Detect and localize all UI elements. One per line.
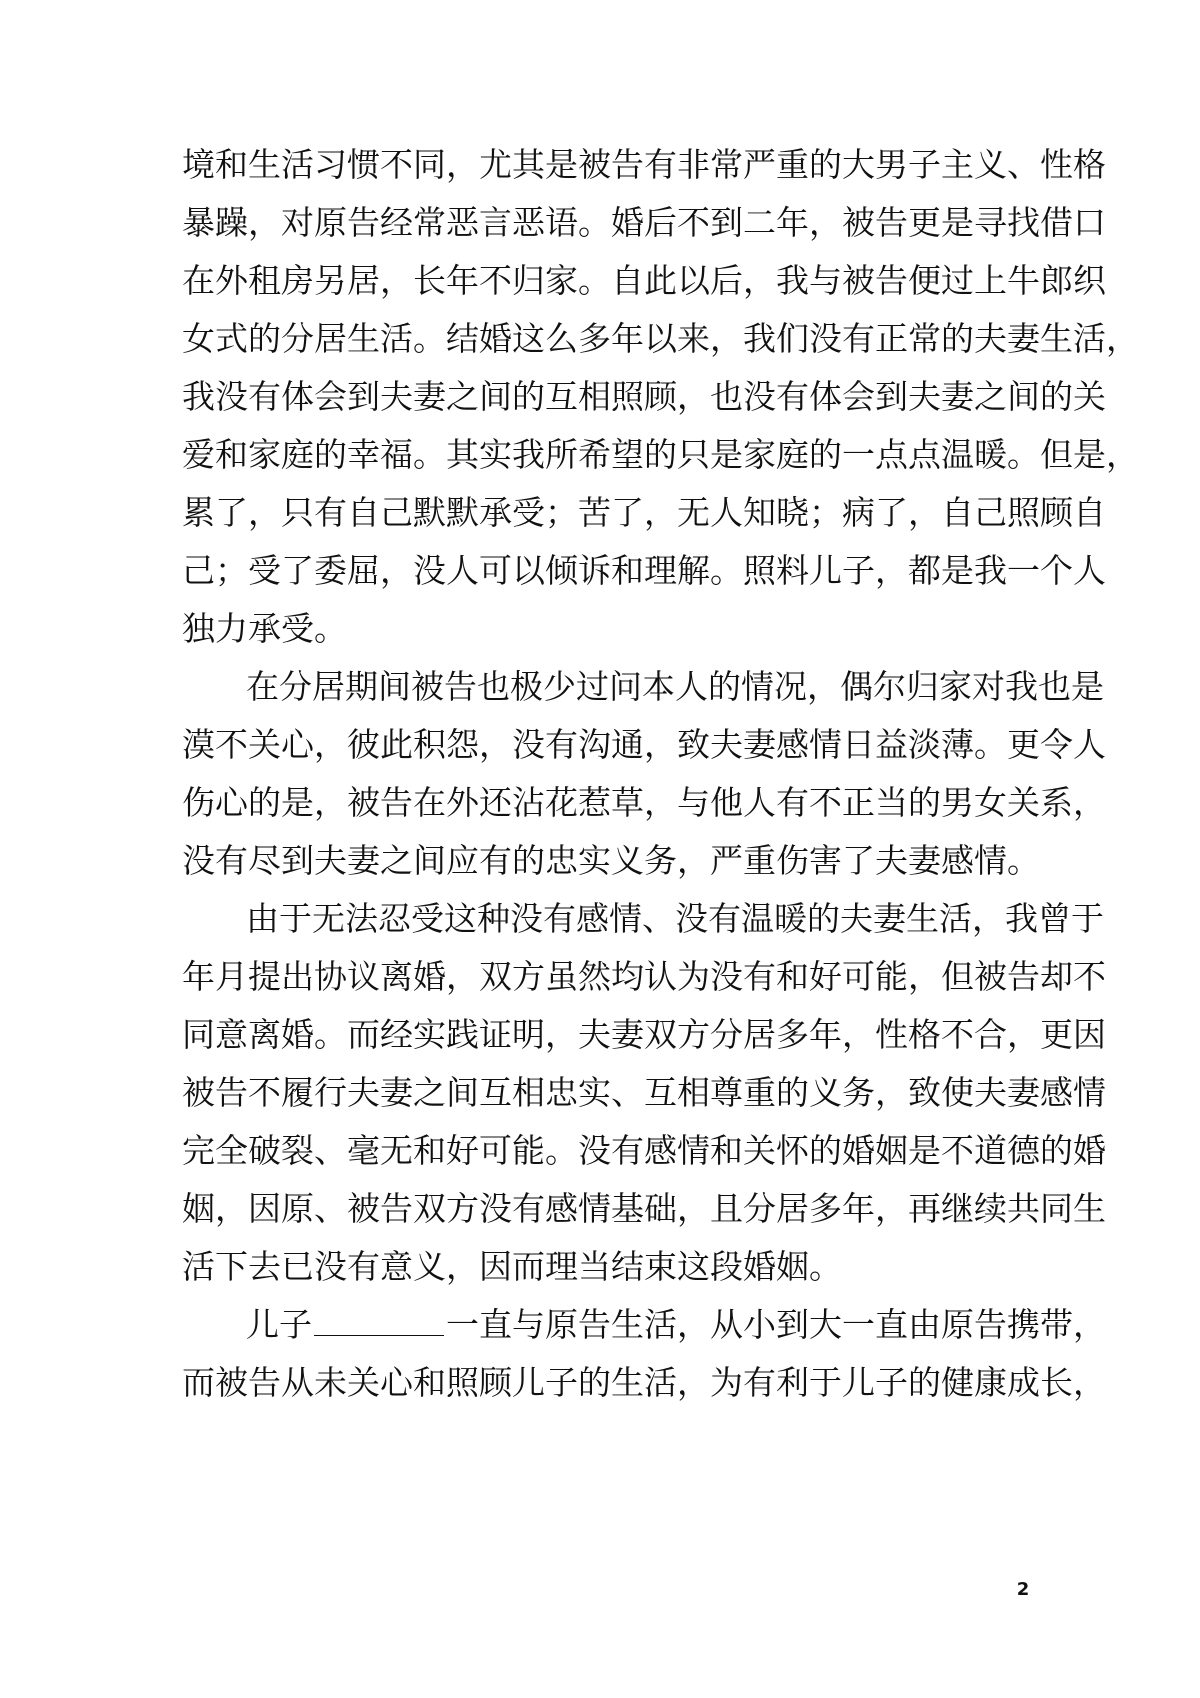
text-line: 漠不关心，彼此积怨，没有沟通，致夫妻感情日益淡薄。更令人 — [182, 725, 1106, 764]
text-line: 同意离婚。而经实践证明，夫妻双方分居多年，性格不合，更因 — [182, 1015, 1106, 1054]
name-blank — [314, 1305, 444, 1336]
paragraph-first-line: 在分居期间被告也极少过问本人的情况，偶尔归家对我也是 — [246, 667, 1104, 706]
text-line: 独力承受。 — [182, 609, 347, 648]
paragraph-first-line: 由于无法忍受这种没有感情、没有温暖的夫妻生活，我曾于 — [246, 899, 1104, 938]
text-line: 完全破裂、毫无和好可能。没有感情和关怀的婚姻是不道德的婚 — [182, 1131, 1106, 1170]
text-line: 我没有体会到夫妻之间的互相照顾，也没有体会到夫妻之间的关 — [182, 377, 1106, 416]
text-line: 伤心的是，被告在外还沾花惹草，与他人有不正当的男女关系， — [182, 783, 1106, 822]
text-line: 暴躁，对原告经常恶言恶语。婚后不到二年，被告更是寻找借口 — [182, 203, 1106, 242]
text-line: 境和生活习惯不同，尤其是被告有非常严重的大男子主义、性格 — [182, 145, 1106, 184]
text-line: 累了，只有自己默默承受；苦了，无人知晓；病了，自己照顾自 — [182, 493, 1106, 532]
son-line-start: 儿子 — [246, 1305, 312, 1344]
text-line: 年月提出协议离婚，双方虽然均认为没有和好可能，但被告却不 — [182, 957, 1106, 996]
page-number: 2 — [1016, 1579, 1030, 1600]
text-line: 活下去已没有意义，因而理当结束这段婚姻。 — [182, 1247, 842, 1286]
son-line-end: 一直与原告生活，从小到大一直由原告携带， — [446, 1305, 1106, 1344]
text-line: 姻，因原、被告双方没有感情基础，且分居多年，再继续共同生 — [182, 1189, 1106, 1228]
text-line: 己；受了委屈，没人可以倾诉和理解。照料儿子，都是我一个人 — [182, 551, 1106, 590]
text-line: 在外租房另居，长年不归家。自此以后，我与被告便过上牛郎织 — [182, 261, 1106, 300]
text-line: 女式的分居生活。结婚这么多年以来，我们没有正常的夫妻生活， — [182, 319, 1139, 358]
text-line: 被告不履行夫妻之间互相忠实、互相尊重的义务，致使夫妻感情 — [182, 1073, 1106, 1112]
text-line: 没有尽到夫妻之间应有的忠实义务，严重伤害了夫妻感情。 — [182, 841, 1040, 880]
text-line: 而被告从未关心和照顾儿子的生活，为有利于儿子的健康成长， — [182, 1363, 1106, 1402]
text-line: 爱和家庭的幸福。其实我所希望的只是家庭的一点点温暖。但是， — [182, 435, 1139, 474]
paragraph-first-line — [246, 1305, 1106, 1345]
